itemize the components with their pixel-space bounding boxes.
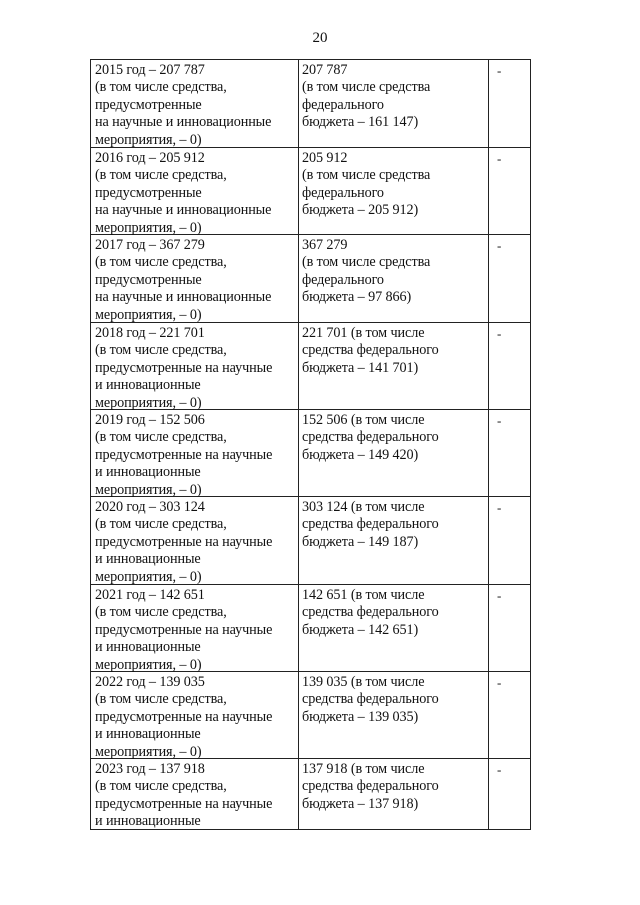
cell-line: средства федерального — [302, 342, 439, 359]
cell-line: мероприятия, – 0) — [95, 131, 202, 148]
page-number: 20 — [312, 30, 328, 46]
cell-line: 2020 год – 303 124 — [95, 499, 205, 515]
year-total-cell — [95, 62, 271, 149]
cell-line: предусмотренные — [95, 96, 202, 113]
cell-line: 303 124 (в том числе — [302, 499, 425, 515]
cell-line: федерального — [302, 271, 384, 288]
cell-line: 2019 год – 152 506 — [95, 412, 205, 428]
other-sources-cell: - — [497, 413, 502, 428]
cell-line: бюджета – 142 651) — [302, 621, 419, 638]
other-sources-cell: - — [497, 588, 502, 603]
cell-line: бюджета – 139 035) — [302, 708, 419, 725]
year-total-cell — [95, 150, 271, 237]
table-column-border — [530, 59, 531, 830]
table-column-border — [298, 59, 299, 830]
cell-line: (в том числе средства, — [95, 604, 227, 621]
cell-line: и инновационные — [95, 813, 201, 830]
federal-budget-cell — [302, 674, 439, 726]
cell-line: предусмотренные на научные — [95, 359, 273, 376]
cell-line: 207 787 — [302, 62, 348, 78]
year-total-cell — [95, 237, 271, 324]
cell-line: предусмотренные на научные — [95, 795, 273, 812]
year-total-cell — [95, 412, 272, 499]
year-total-cell — [95, 674, 272, 761]
cell-line: на научные и инновационные — [95, 289, 272, 306]
cell-line: бюджета – 141 701) — [302, 359, 419, 376]
federal-budget-cell — [302, 62, 430, 132]
cell-line: 2017 год – 367 279 — [95, 237, 205, 253]
cell-line: 142 651 (в том числе — [302, 587, 425, 603]
cell-line: предусмотренные на научные — [95, 708, 273, 725]
cell-line: (в том числе средства, — [95, 429, 227, 446]
cell-line: и инновационные — [95, 639, 201, 656]
cell-line: средства федерального — [302, 691, 439, 708]
cell-line: средства федерального — [302, 778, 439, 795]
cell-line: средства федерального — [302, 429, 439, 446]
other-sources-cell: - — [497, 238, 502, 253]
cell-line: мероприятия, – 0) — [95, 481, 202, 498]
cell-line: (в том числе средства, — [95, 254, 227, 271]
cell-line: и инновационные — [95, 464, 201, 481]
cell-line: 2015 год – 207 787 — [95, 62, 205, 78]
table-column-border — [90, 59, 91, 830]
funding-table — [90, 59, 531, 830]
cell-line: средства федерального — [302, 516, 439, 533]
cell-line: мероприятия, – 0) — [95, 394, 202, 411]
cell-line: 137 918 (в том числе — [302, 761, 425, 777]
cell-line: предусмотренные — [95, 184, 202, 201]
cell-line: 221 701 (в том числе — [302, 325, 425, 341]
cell-line: предусмотренные на научные — [95, 446, 273, 463]
year-total-cell — [95, 587, 272, 674]
cell-line: (в том числе средства, — [95, 167, 227, 184]
cell-line: федерального — [302, 184, 384, 201]
cell-line: (в том числе средства, — [95, 342, 227, 359]
cell-line: предусмотренные на научные — [95, 621, 273, 638]
cell-line: бюджета – 161 147) — [302, 114, 419, 131]
cell-line: и инновационные — [95, 726, 201, 743]
cell-line: 2022 год – 139 035 — [95, 674, 205, 690]
federal-budget-cell — [302, 412, 439, 464]
cell-line: бюджета – 149 420) — [302, 446, 419, 463]
cell-line: бюджета – 149 187) — [302, 533, 419, 550]
federal-budget-cell — [302, 325, 439, 377]
cell-line: (в том числе средства — [302, 254, 431, 271]
federal-budget-cell — [302, 237, 430, 307]
cell-line: 367 279 — [302, 237, 348, 253]
cell-line: 2018 год – 221 701 — [95, 325, 205, 341]
cell-line: бюджета – 205 912) — [302, 202, 419, 219]
table-column-border — [488, 59, 489, 830]
year-total-cell — [95, 761, 272, 831]
cell-line: мероприятия, – 0) — [95, 743, 202, 760]
cell-line: 152 506 (в том числе — [302, 412, 425, 428]
table-row-border — [90, 59, 531, 60]
cell-line: федерального — [302, 96, 384, 113]
cell-line: бюджета – 137 918) — [302, 795, 419, 812]
other-sources-cell: - — [497, 151, 502, 166]
cell-line: (в том числе средства, — [95, 516, 227, 533]
cell-line: (в том числе средства, — [95, 778, 227, 795]
cell-line: и инновационные — [95, 551, 201, 568]
other-sources-cell: - — [497, 762, 502, 777]
cell-line: (в том числе средства — [302, 167, 431, 184]
cell-line: 2023 год – 137 918 — [95, 761, 205, 777]
cell-line: 205 912 — [302, 150, 348, 166]
other-sources-cell: - — [497, 326, 502, 341]
cell-line: 2021 год – 142 651 — [95, 587, 205, 603]
federal-budget-cell — [302, 587, 439, 639]
federal-budget-cell — [302, 499, 439, 551]
cell-line: и инновационные — [95, 377, 201, 394]
cell-line: (в том числе средства, — [95, 691, 227, 708]
cell-line: средства федерального — [302, 604, 439, 621]
other-sources-cell: - — [497, 675, 502, 690]
federal-budget-cell — [302, 150, 430, 220]
federal-budget-cell — [302, 761, 439, 813]
other-sources-cell: - — [497, 63, 502, 78]
cell-line: предусмотренные — [95, 271, 202, 288]
cell-line: на научные и инновационные — [95, 114, 272, 131]
cell-line: мероприятия, – 0) — [95, 306, 202, 323]
cell-line: (в том числе средства, — [95, 79, 227, 96]
cell-line: 2016 год – 205 912 — [95, 150, 205, 166]
cell-line: мероприятия, – 0) — [95, 568, 202, 585]
cell-line: мероприятия, – 0) — [95, 656, 202, 673]
other-sources-cell: - — [497, 500, 502, 515]
year-total-cell — [95, 499, 272, 586]
year-total-cell — [95, 325, 272, 412]
cell-line: бюджета – 97 866) — [302, 289, 412, 306]
cell-line: на научные и инновационные — [95, 202, 272, 219]
cell-line: 139 035 (в том числе — [302, 674, 425, 690]
cell-line: предусмотренные на научные — [95, 533, 273, 550]
cell-line: (в том числе средства — [302, 79, 431, 96]
cell-line: мероприятия, – 0) — [95, 219, 202, 236]
